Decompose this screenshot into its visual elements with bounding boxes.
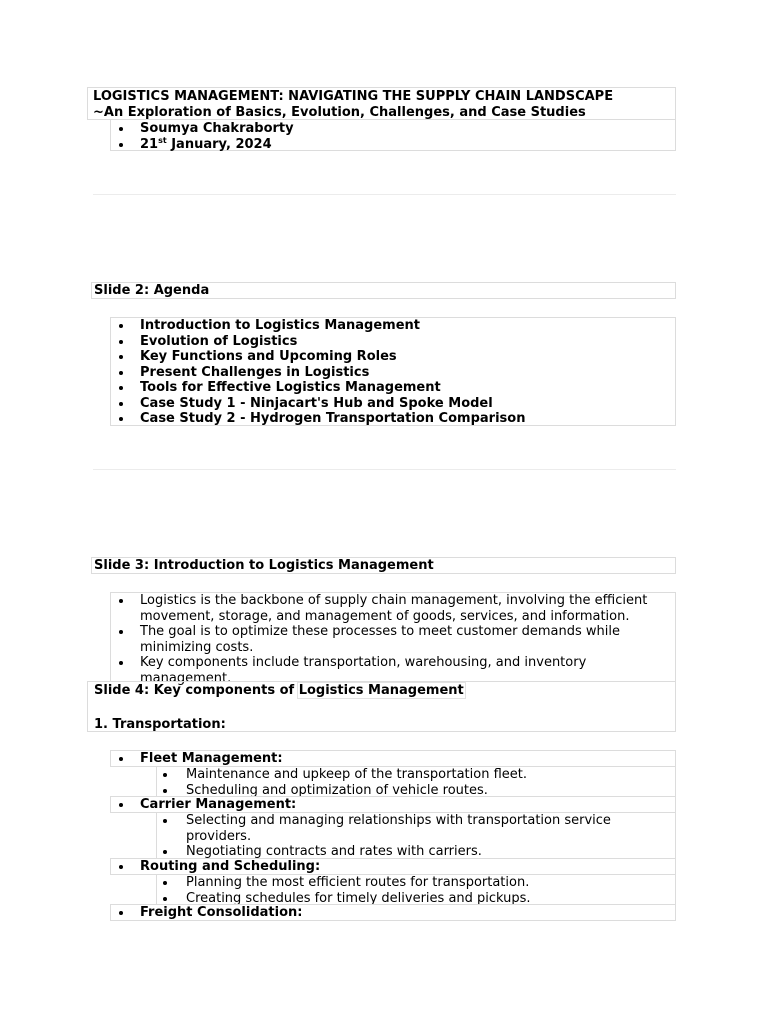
document-subtitle: ~An Exploration of Basics, Evolution, Challenges, and Case Studies bbox=[93, 104, 586, 120]
fleet-management-items bbox=[156, 766, 676, 797]
title-meta-block bbox=[110, 119, 676, 151]
slide-4-heading: Slide 4: Key components of Logistics Management bbox=[94, 683, 464, 698]
intro-point: Logistics is the backbone of supply chain management, involving the efficient movement, storage, and management of goods, services, and information. bbox=[140, 593, 665, 624]
routing-scheduling-items bbox=[156, 874, 676, 905]
group-freight-consolidation: Freight Consolidation: bbox=[110, 904, 676, 921]
agenda-item: Present Challenges in Logistics bbox=[140, 365, 675, 381]
list-item: Planning the most efficient routes for transportation. bbox=[186, 875, 675, 891]
intro-point: Key components include transportation, warehousing, and inventory management. bbox=[140, 655, 665, 686]
list-item: Maintenance and upkeep of the transportation fleet. bbox=[186, 767, 675, 783]
document-title: LOGISTICS MANAGEMENT: NAVIGATING THE SUPPLY CHAIN LANDSCAPE bbox=[93, 89, 614, 104]
slide-2-heading: Slide 2: Agenda bbox=[91, 282, 676, 299]
list-item: Scheduling and optimization of vehicle routes. bbox=[186, 783, 675, 799]
slide-separator bbox=[93, 469, 676, 470]
author-name: Soumya Chakraborty bbox=[140, 121, 675, 137]
slide-3-content bbox=[110, 592, 676, 686]
slide-4-header-block bbox=[87, 681, 676, 732]
agenda-item: Introduction to Logistics Management bbox=[140, 318, 675, 334]
intro-point: The goal is to optimize these processes to meet customer demands while minimizing costs. bbox=[140, 624, 665, 655]
section-transportation: 1. Transportation: bbox=[94, 716, 226, 732]
list-item: Negotiating contracts and rates with carriers. bbox=[186, 844, 635, 860]
agenda-item: Case Study 2 - Hydrogen Transportation Comparison bbox=[140, 411, 675, 427]
group-carrier-management: Carrier Management: bbox=[110, 796, 676, 813]
slide-3-heading: Slide 3: Introduction to Logistics Management bbox=[91, 557, 676, 574]
slide-2-agenda-list bbox=[110, 317, 676, 426]
agenda-item: Case Study 1 - Ninjacart's Hub and Spoke Model bbox=[140, 396, 675, 412]
agenda-item: Tools for Effective Logistics Management bbox=[140, 380, 675, 396]
carrier-management-items bbox=[156, 812, 676, 859]
group-fleet-management: Fleet Management: bbox=[110, 750, 676, 767]
list-item: Creating schedules for timely deliveries and pickups. bbox=[186, 891, 675, 907]
slide-separator bbox=[93, 194, 676, 195]
agenda-item: Evolution of Logistics bbox=[140, 334, 675, 350]
agenda-item: Key Functions and Upcoming Roles bbox=[140, 349, 675, 365]
group-routing-scheduling: Routing and Scheduling: bbox=[110, 858, 676, 875]
presentation-date: 21st January, 2024 bbox=[140, 137, 675, 153]
document-title-block bbox=[87, 87, 676, 120]
list-item: Selecting and managing relationships with transportation service providers. bbox=[186, 813, 635, 844]
